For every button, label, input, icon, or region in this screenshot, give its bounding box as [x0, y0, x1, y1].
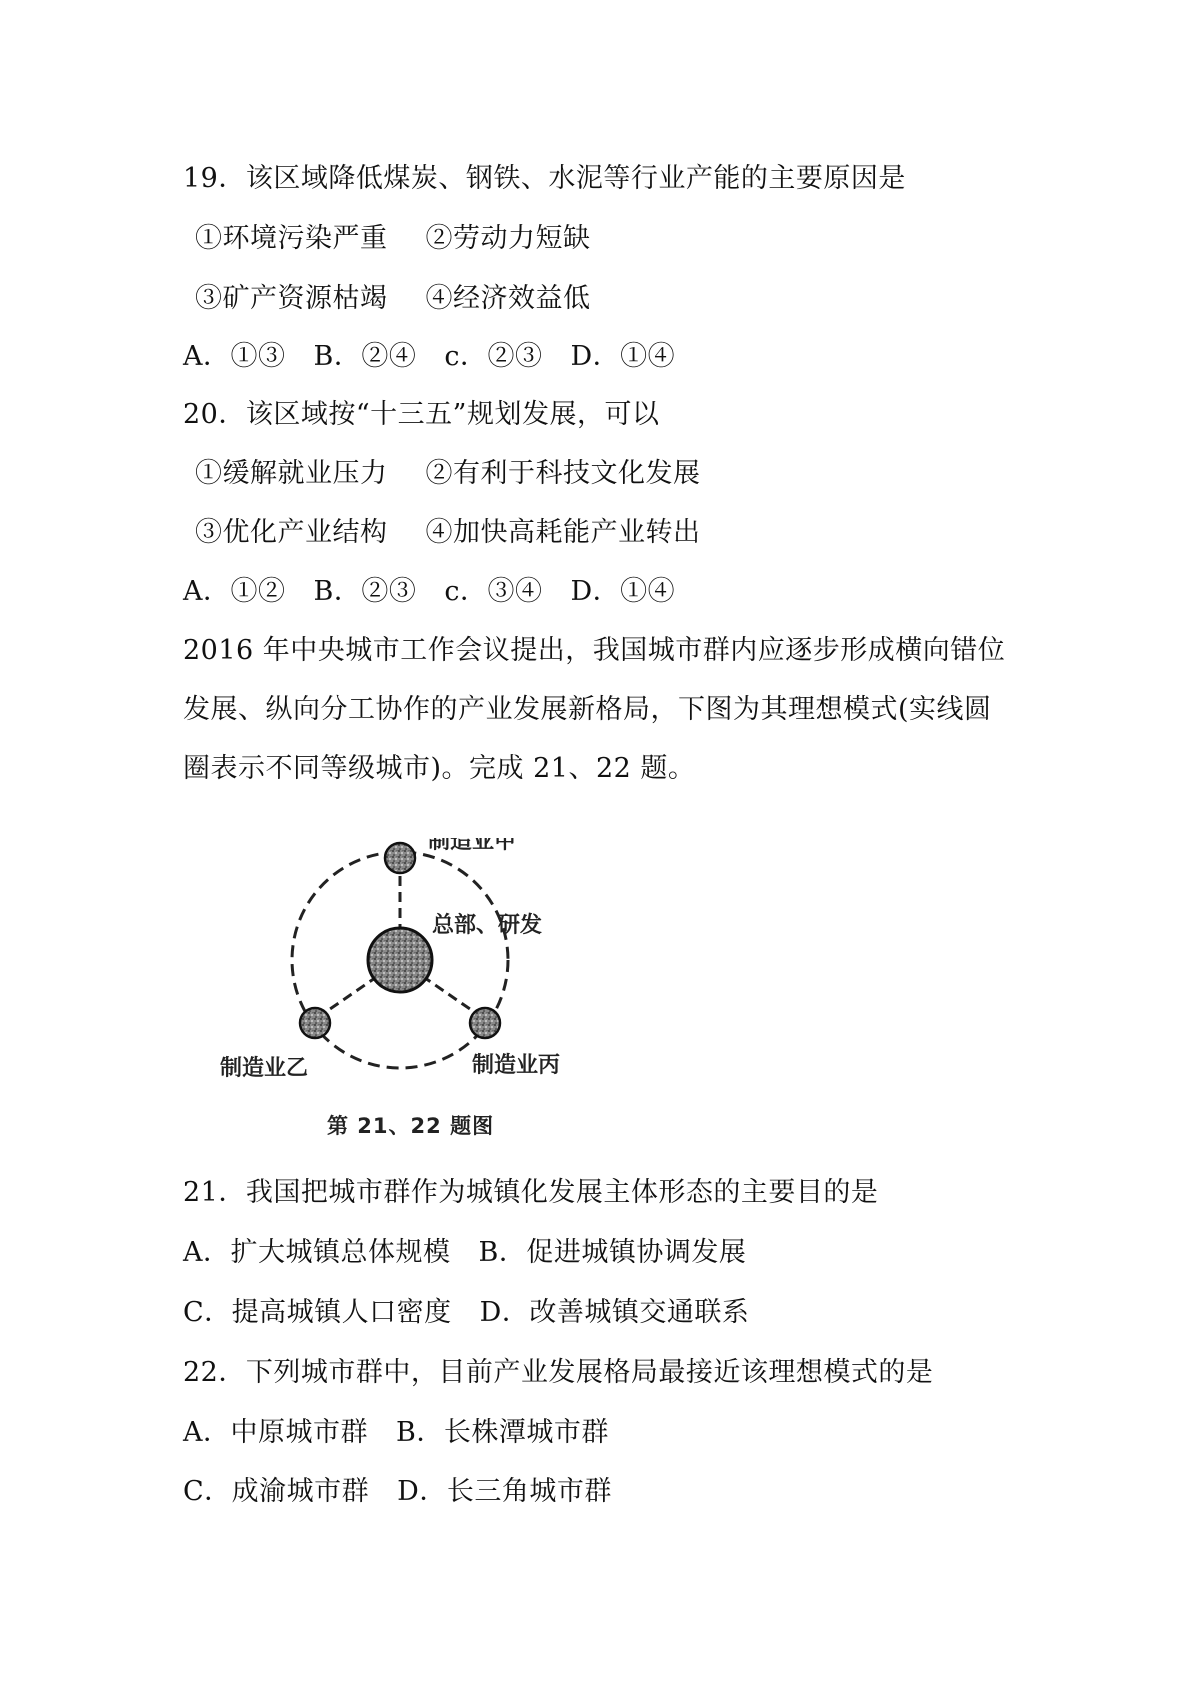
choice-a[interactable]: A．扩大城镇总体规模	[183, 1237, 451, 1268]
passage-line-3: 圈表示不同等级城市)。完成 21、22 题。	[183, 753, 696, 784]
passage-line-2: 发展、纵向分工协作的产业发展新格局，下图为其理想模式(实线圆	[183, 694, 992, 725]
question-22-choices-row-1	[183, 1416, 609, 1450]
question-20-choices	[183, 575, 675, 609]
question-21-choices-row-2	[183, 1296, 749, 1330]
label-headquarters-rd: 总部、研发	[432, 913, 543, 938]
statement-4: ④加快高耗能产业转出	[425, 517, 701, 548]
label-manufacturing-bing: 制造业丙	[472, 1053, 561, 1078]
choice-c[interactable]: c．③④	[444, 576, 543, 607]
manufacturing-yi-city-node	[300, 1008, 330, 1038]
choice-a[interactable]: A．①③	[183, 341, 286, 372]
figure-caption: 第 21、22 题图	[327, 1114, 495, 1138]
choice-b[interactable]: B．促进城镇协调发展	[478, 1237, 747, 1268]
choice-b[interactable]: B．②③	[313, 576, 417, 607]
question-21-choices-row-1	[183, 1236, 746, 1270]
choice-d[interactable]: D．①④	[570, 341, 676, 372]
question-19-choices	[183, 340, 675, 374]
statement-2: ②劳动力短缺	[425, 223, 591, 254]
city-cluster-diagram	[200, 838, 620, 1138]
statement-2: ②有利于科技文化发展	[425, 458, 701, 489]
statement-4: ④经济效益低	[425, 283, 591, 314]
statement-1: ①环境污染严重	[195, 223, 388, 254]
manufacturing-bing-city-node	[470, 1008, 500, 1038]
manufacturing-jia-city-node	[385, 843, 415, 873]
label-manufacturing-jia: 制造业甲	[428, 838, 517, 854]
headquarters-city-node	[368, 928, 432, 992]
choice-a[interactable]: A．中原城市群	[183, 1417, 368, 1448]
question-20-statements-row-1	[195, 457, 701, 491]
choice-d[interactable]: D．①④	[570, 576, 676, 607]
choice-d[interactable]: D．长三角城市群	[397, 1476, 612, 1507]
choice-c[interactable]: C．成渝城市群	[183, 1476, 370, 1507]
label-manufacturing-yi: 制造业乙	[220, 1056, 309, 1081]
statement-1: ①缓解就业压力	[195, 458, 388, 489]
diagram-svg	[200, 838, 620, 1118]
question-22-choices-row-2	[183, 1475, 612, 1509]
choice-c[interactable]: C．提高城镇人口密度	[183, 1297, 452, 1328]
question-19-statements-row-1	[195, 222, 591, 256]
choice-d[interactable]: D．改善城镇交通联系	[479, 1297, 750, 1328]
choice-c[interactable]: c．②③	[444, 341, 543, 372]
choice-a[interactable]: A．①②	[183, 576, 286, 607]
passage-line-1: 2016 年中央城市工作会议提出，我国城市群内应逐步形成横向错位	[183, 635, 1006, 666]
question-20-statements-row-2	[195, 516, 701, 550]
statement-3: ③矿产资源枯竭	[195, 283, 388, 314]
question-19-stem: 19．该区域降低煤炭、钢铁、水泥等行业产能的主要原因是	[183, 163, 906, 194]
question-21-stem: 21．我国把城市群作为城镇化发展主体形态的主要目的是	[183, 1177, 879, 1208]
choice-b[interactable]: B．长株潭城市群	[396, 1417, 609, 1448]
question-22-stem: 22．下列城市群中，目前产业发展格局最接近该理想模式的是	[183, 1357, 934, 1388]
choice-b[interactable]: B．②④	[313, 341, 417, 372]
question-20-stem: 20．该区域按“十三五”规划发展，可以	[183, 399, 660, 430]
statement-3: ③优化产业结构	[195, 517, 388, 548]
question-19-statements-row-2	[195, 282, 591, 316]
